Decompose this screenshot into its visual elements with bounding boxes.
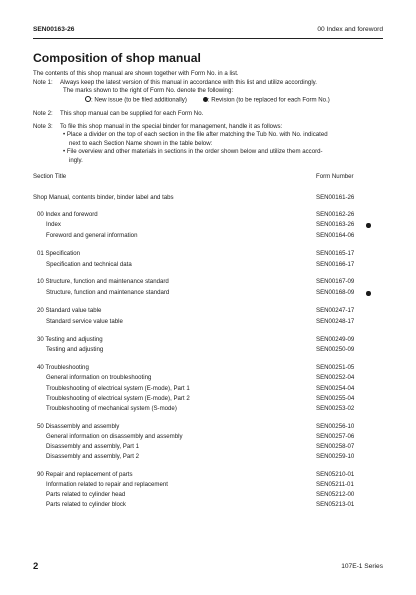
note-3-bullet-1: • Place a divider on the top of each section in the file after matching the Tub No. with No. indicated [63, 131, 328, 139]
row-form-number: SEN00165-17 [316, 250, 355, 257]
row-section-title: Index [46, 221, 61, 228]
row-form-number: SEN00259-10 [316, 453, 355, 460]
column-header-form-number: Form Number [316, 173, 354, 180]
section-row [0, 423, 416, 432]
page-number: 2 [33, 561, 39, 572]
note-3-bullet-1-cont: next to each Section Name shown in the table below: [69, 139, 213, 147]
note-3-bullet-2-cont: ingly. [69, 156, 83, 164]
row-section-title: Testing and adjusting [46, 346, 104, 353]
section-row [0, 211, 416, 220]
row-section-title: Structure, function and maintenance standard [46, 289, 170, 296]
row-form-number: SEN00253-02 [316, 405, 355, 412]
row-section-title: Troubleshooting of mechanical system (S-mode) [46, 405, 177, 412]
note-3-bullet-2: • File overview and other materials in sections in the order shown below and utilize them accord- [63, 148, 323, 156]
row-section-title: Troubleshooting of electrical system (E-mode), Part 2 [46, 395, 190, 402]
row-section-title: Troubleshooting of electrical system (E-mode), Part 1 [46, 385, 190, 392]
note-3-line-1: To file this shop manual in the special binder for management, handle it as follows: [60, 123, 283, 130]
table-row [0, 318, 416, 327]
note-2-label: Note 2: [33, 110, 53, 117]
table-row [0, 346, 416, 355]
row-form-number: SEN05213-01 [316, 501, 355, 508]
row-form-number: SEN00247-17 [316, 307, 355, 314]
intro-text: The contents of this shop manual are shown together with Form No. in a list. [33, 70, 239, 77]
row-form-number: SEN00163-26 [316, 221, 355, 228]
row-form-number: SEN00255-04 [316, 395, 355, 402]
section-row [0, 278, 416, 287]
row-section-title: Parts related to cylinder block [46, 501, 126, 508]
table-row [0, 481, 416, 490]
row-section-title: Disassembly and assembly, Part 1 [46, 443, 140, 450]
table-row [0, 453, 416, 462]
note-1-line-1: Always keep the latest version of this manual in accordance with this list and utilize accordingly. [60, 79, 317, 86]
table-row [0, 491, 416, 500]
note-1-line-2: The marks shown to the right of Form No. denote the following: [63, 87, 234, 95]
section-row [0, 250, 416, 259]
table-row [0, 232, 416, 241]
row-section-title: 20 Standard value table [37, 307, 102, 314]
section-row [0, 471, 416, 480]
row-form-number: SEN05211-01 [316, 481, 354, 488]
row-section-title: 40 Troubleshooting [37, 364, 89, 371]
page-title: Composition of shop manual [33, 51, 201, 65]
table-row [0, 405, 416, 414]
header-doc-code: SEN00163-26 [33, 26, 75, 33]
footer-series: 107E-1 Series [341, 563, 383, 570]
row-form-number: SEN00249-09 [316, 336, 355, 343]
row-form-number: SEN00164-06 [316, 232, 355, 239]
row-form-number: SEN05210-01 [316, 471, 355, 478]
row-form-number: SEN00258-07 [316, 443, 355, 450]
row-form-number: SEN00162-26 [316, 211, 355, 218]
row-section-title: 90 Repair and replacement of parts [37, 471, 133, 478]
legend-revision: Revision (to be replaced for each Form No.) [211, 96, 330, 104]
row-section-title: 00 Index and foreword [37, 211, 98, 218]
row-form-number: SEN00248-17 [316, 318, 355, 325]
table-row [0, 395, 416, 404]
row-section-title: General information on troubleshooting [46, 374, 152, 381]
row-form-number: SEN00168-09 [316, 289, 355, 296]
section-row [0, 336, 416, 345]
row-section-title: Disassembly and assembly, Part 2 [46, 453, 140, 460]
table-row [0, 194, 416, 203]
row-form-number: SEN00250-09 [316, 346, 355, 353]
table-row [0, 221, 416, 230]
mark-legend: : New issue (to be filed additionally) : Revision (to be replaced for each Form No.) [60, 96, 386, 105]
row-form-number: SEN00256-10 [316, 423, 355, 430]
row-section-title: Information related to repair and replacement [46, 481, 168, 488]
row-section-title: 10 Structure, function and maintenance standard [37, 278, 169, 285]
note-3-label: Note 3: [33, 123, 53, 130]
row-section-title: Standard service value table [46, 318, 123, 325]
row-form-number: SEN00254-04 [316, 385, 355, 392]
row-section-title: Parts related to cylinder head [46, 491, 126, 498]
row-section-title: 50 Disassembly and assembly [37, 423, 120, 430]
row-section-title: Specification and technical data [46, 261, 132, 268]
note-2-text: This shop manual can be supplied for each Form No. [60, 110, 204, 117]
revision-mark-icon [366, 291, 371, 296]
table-row [0, 261, 416, 270]
row-form-number: SEN00257-06 [316, 433, 355, 440]
row-form-number: SEN05212-00 [316, 491, 355, 498]
row-section-title: 01 Specification [37, 250, 81, 257]
row-form-number: SEN00161-26 [316, 194, 355, 201]
section-row [0, 307, 416, 316]
table-row [0, 443, 416, 452]
row-section-title: Foreword and general information [46, 232, 138, 239]
table-row [0, 433, 416, 442]
header-section: 00 Index and foreword [317, 26, 383, 33]
table-row [0, 289, 416, 298]
table-row [0, 385, 416, 394]
row-form-number: SEN00251-05 [316, 364, 355, 371]
table-row [0, 501, 416, 510]
table-row [0, 374, 416, 383]
row-section-title: General information on disassembly and assembly [46, 433, 183, 440]
revision-mark-icon [366, 223, 371, 228]
column-header-section-title: Section Title [33, 173, 67, 180]
section-row [0, 364, 416, 373]
note-1-label: Note 1: [33, 79, 53, 86]
row-section-title: Shop Manual, contents binder, binder label and tabs [33, 194, 174, 201]
row-form-number: SEN00252-04 [316, 374, 355, 381]
legend-new-issue: New issue (to be filed additionally) [94, 96, 187, 104]
row-form-number: SEN00167-09 [316, 278, 355, 285]
row-form-number: SEN00166-17 [316, 261, 355, 268]
row-section-title: 30 Testing and adjusting [37, 336, 103, 343]
